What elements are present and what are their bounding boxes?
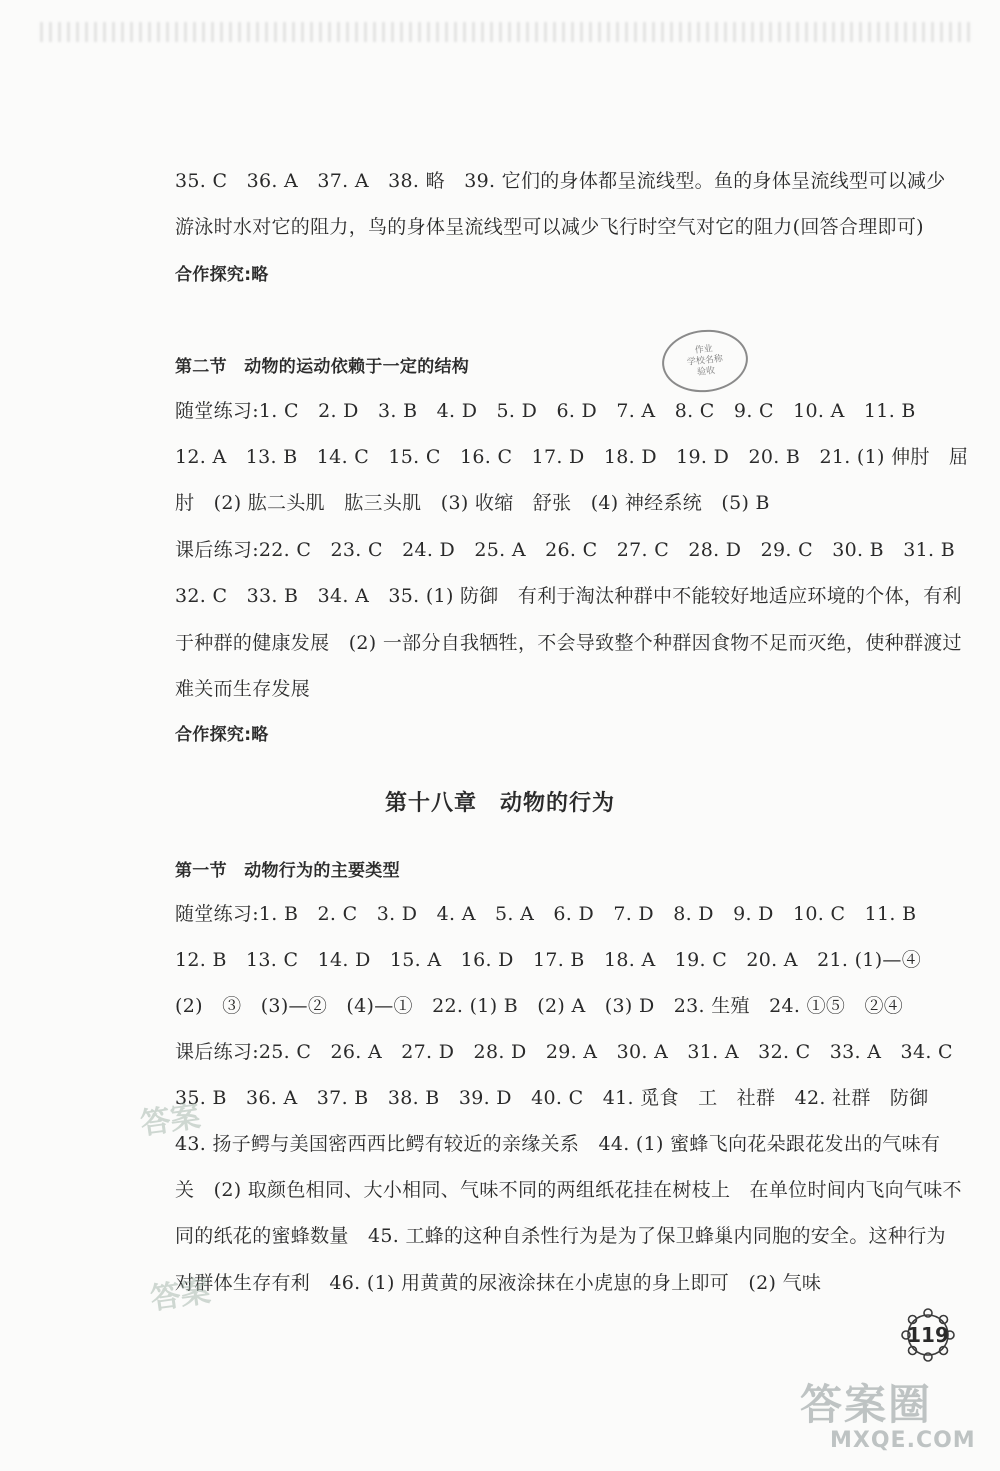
answer-line: 12. B 13. C 14. D 15. A 16. D 17. B 18. A 19. C 20. A 21. (1)—④: [175, 949, 922, 971]
answer-line: 随堂练习:1. B 2. C 3. D 4. A 5. A 6. D 7. D 8. D 9. D 10. C 11. B: [175, 903, 917, 925]
answer-line: 游泳时水对它的阻力，鸟的身体呈流线型可以减少飞行时空气对它的阻力(回答合理即可): [175, 216, 924, 238]
answer-line: 课后练习:22. C 23. C 24. D 25. A 26. C 27. C 28. D 29. C 30. B 31. B: [175, 539, 955, 561]
answer-line: 同的纸花的蜜蜂数量 45. 工蜂的这种自杀性行为是为了保卫蜂巢内同胞的安全。这种行为: [175, 1225, 946, 1247]
answer-line: 43. 扬子鳄与美国密西西比鳄有较近的亲缘关系 44. (1) 蜜蜂飞向花朵跟花发出的气味有: [175, 1133, 941, 1155]
section-title: 第一节 动物行为的主要类型: [175, 861, 400, 881]
answer-line: 于种群的健康发展 (2) 一部分自我牺牲，不会导致整个种群因食物不足而灭绝，使种群渡过: [175, 632, 962, 654]
chapter-title: 第十八章 动物的行为: [384, 790, 615, 816]
answer-line: 35. B 36. A 37. B 38. B 39. D 40. C 41. 觅食 工 社群 42. 社群 防御: [175, 1087, 929, 1109]
answer-line: 12. A 13. B 14. C 15. C 16. C 17. D 18. D 19. D 20. B 21. (1) 伸肘 屈: [175, 446, 969, 468]
answer-line: 对群体生存有利 46. (1) 用黄黄的尿液涂抹在小虎崽的身上即可 (2) 气味: [175, 1272, 822, 1294]
watermark-brand: 答案圈: [800, 1380, 933, 1429]
watermark-text: 答案: [148, 1273, 213, 1317]
answer-line: 随堂练习:1. C 2. D 3. B 4. D 5. D 6. D 7. A 8. C 9. C 10. A 11. B: [175, 400, 916, 422]
answer-line: 课后练习:25. C 26. A 27. D 28. D 29. A 30. A 31. A 32. C 33. A 34. C: [175, 1041, 953, 1063]
watermark-url: MXQE.COM: [830, 1428, 976, 1453]
answer-line: 35. C 36. A 37. A 38. 略 39. 它们的身体都呈流线型。鱼的身体呈流线型可以减少: [175, 170, 946, 192]
answer-line: 难关而生存发展: [175, 678, 311, 700]
answer-line: 关 (2) 取颜色相同、大小相同、气味不同的两组纸花挂在树枝上 在单位时间内飞向气味不: [175, 1179, 962, 1201]
answer-line: (2) ③ (3)—② (4)—① 22. (1) B (2) A (3) D 23. 生殖 24. ①⑤ ②④: [175, 995, 904, 1017]
answer-line: 肘 (2) 肱二头肌 肱三头肌 (3) 收缩 舒张 (4) 神经系统 (5) B: [175, 492, 770, 514]
page-number: 119: [907, 1323, 949, 1347]
cooperative-inquiry-line: 合作探究:略: [175, 265, 269, 285]
watermark-text: 答案: [138, 1098, 203, 1142]
inspection-stamp: 作业 学校名称 验收: [659, 326, 751, 397]
scan-noise-top: [40, 22, 970, 42]
cooperative-inquiry-line: 合作探究:略: [175, 725, 269, 745]
answer-line: 32. C 33. B 34. A 35. (1) 防御 有利于淘汰种群中不能较好地适应环境的个体，有利: [175, 585, 962, 607]
page-number-badge: [900, 1307, 956, 1363]
section-title: 第二节 动物的运动依赖于一定的结构: [175, 357, 470, 377]
